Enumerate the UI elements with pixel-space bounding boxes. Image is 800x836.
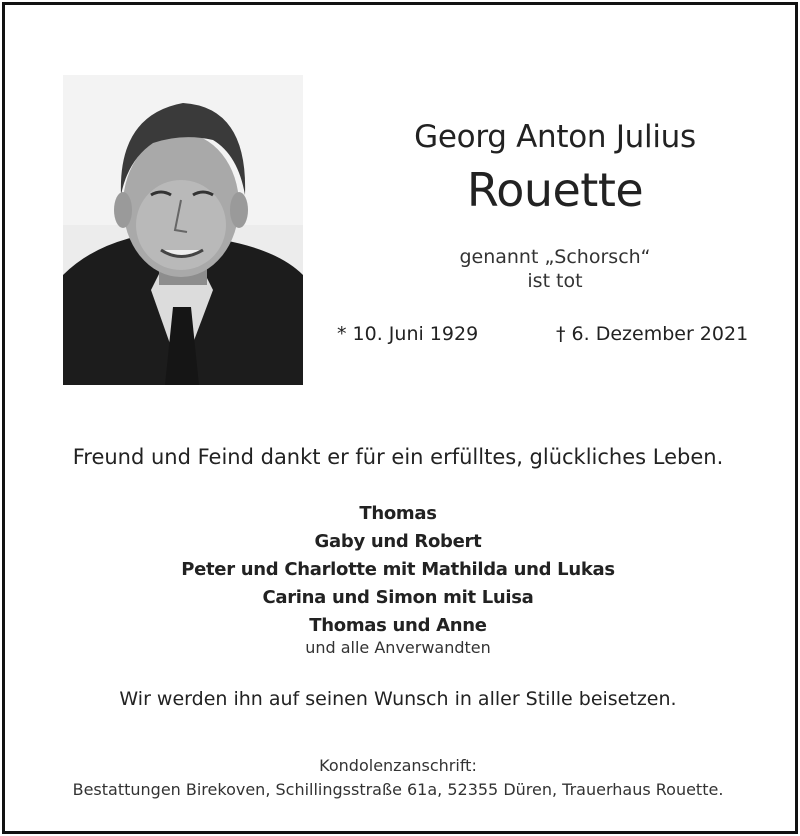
obituary-card xyxy=(2,2,798,834)
condolence-label: Kondolenzanschrift: xyxy=(319,756,477,775)
mourner-name: Carina und Simon mit Luisa xyxy=(262,587,534,608)
relatives-line: und alle Anverwandten xyxy=(305,638,491,657)
mourners-list xyxy=(5,500,791,640)
birth-date: * 10. Juni 1929 xyxy=(337,323,479,345)
mourner-name: Gaby und Robert xyxy=(314,531,482,552)
motto-text: Freund und Feind dankt er für ein erfülltes, glückliches Leben. xyxy=(72,445,724,469)
mourner-name: Thomas xyxy=(359,503,437,524)
mourner-name: Thomas und Anne xyxy=(309,615,487,636)
deceased-first-names: Georg Anton Julius xyxy=(414,119,696,155)
deceased-surname: Rouette xyxy=(466,163,644,217)
mourner-name: Peter und Charlotte mit Mathilda und Lukas xyxy=(181,559,615,580)
death-date: † 6. Dezember 2021 xyxy=(556,323,749,345)
portrait-photo xyxy=(63,75,303,385)
nickname-line: genannt „Schorsch“ xyxy=(459,246,651,268)
condolence-address: Bestattungen Birekoven, Schillingsstraße 61a, 52355 Düren, Trauerhaus Rouette. xyxy=(72,780,724,799)
status-line: ist tot xyxy=(527,270,583,292)
burial-note: Wir werden ihn auf seinen Wunsch in aller Stille beisetzen. xyxy=(119,688,677,710)
